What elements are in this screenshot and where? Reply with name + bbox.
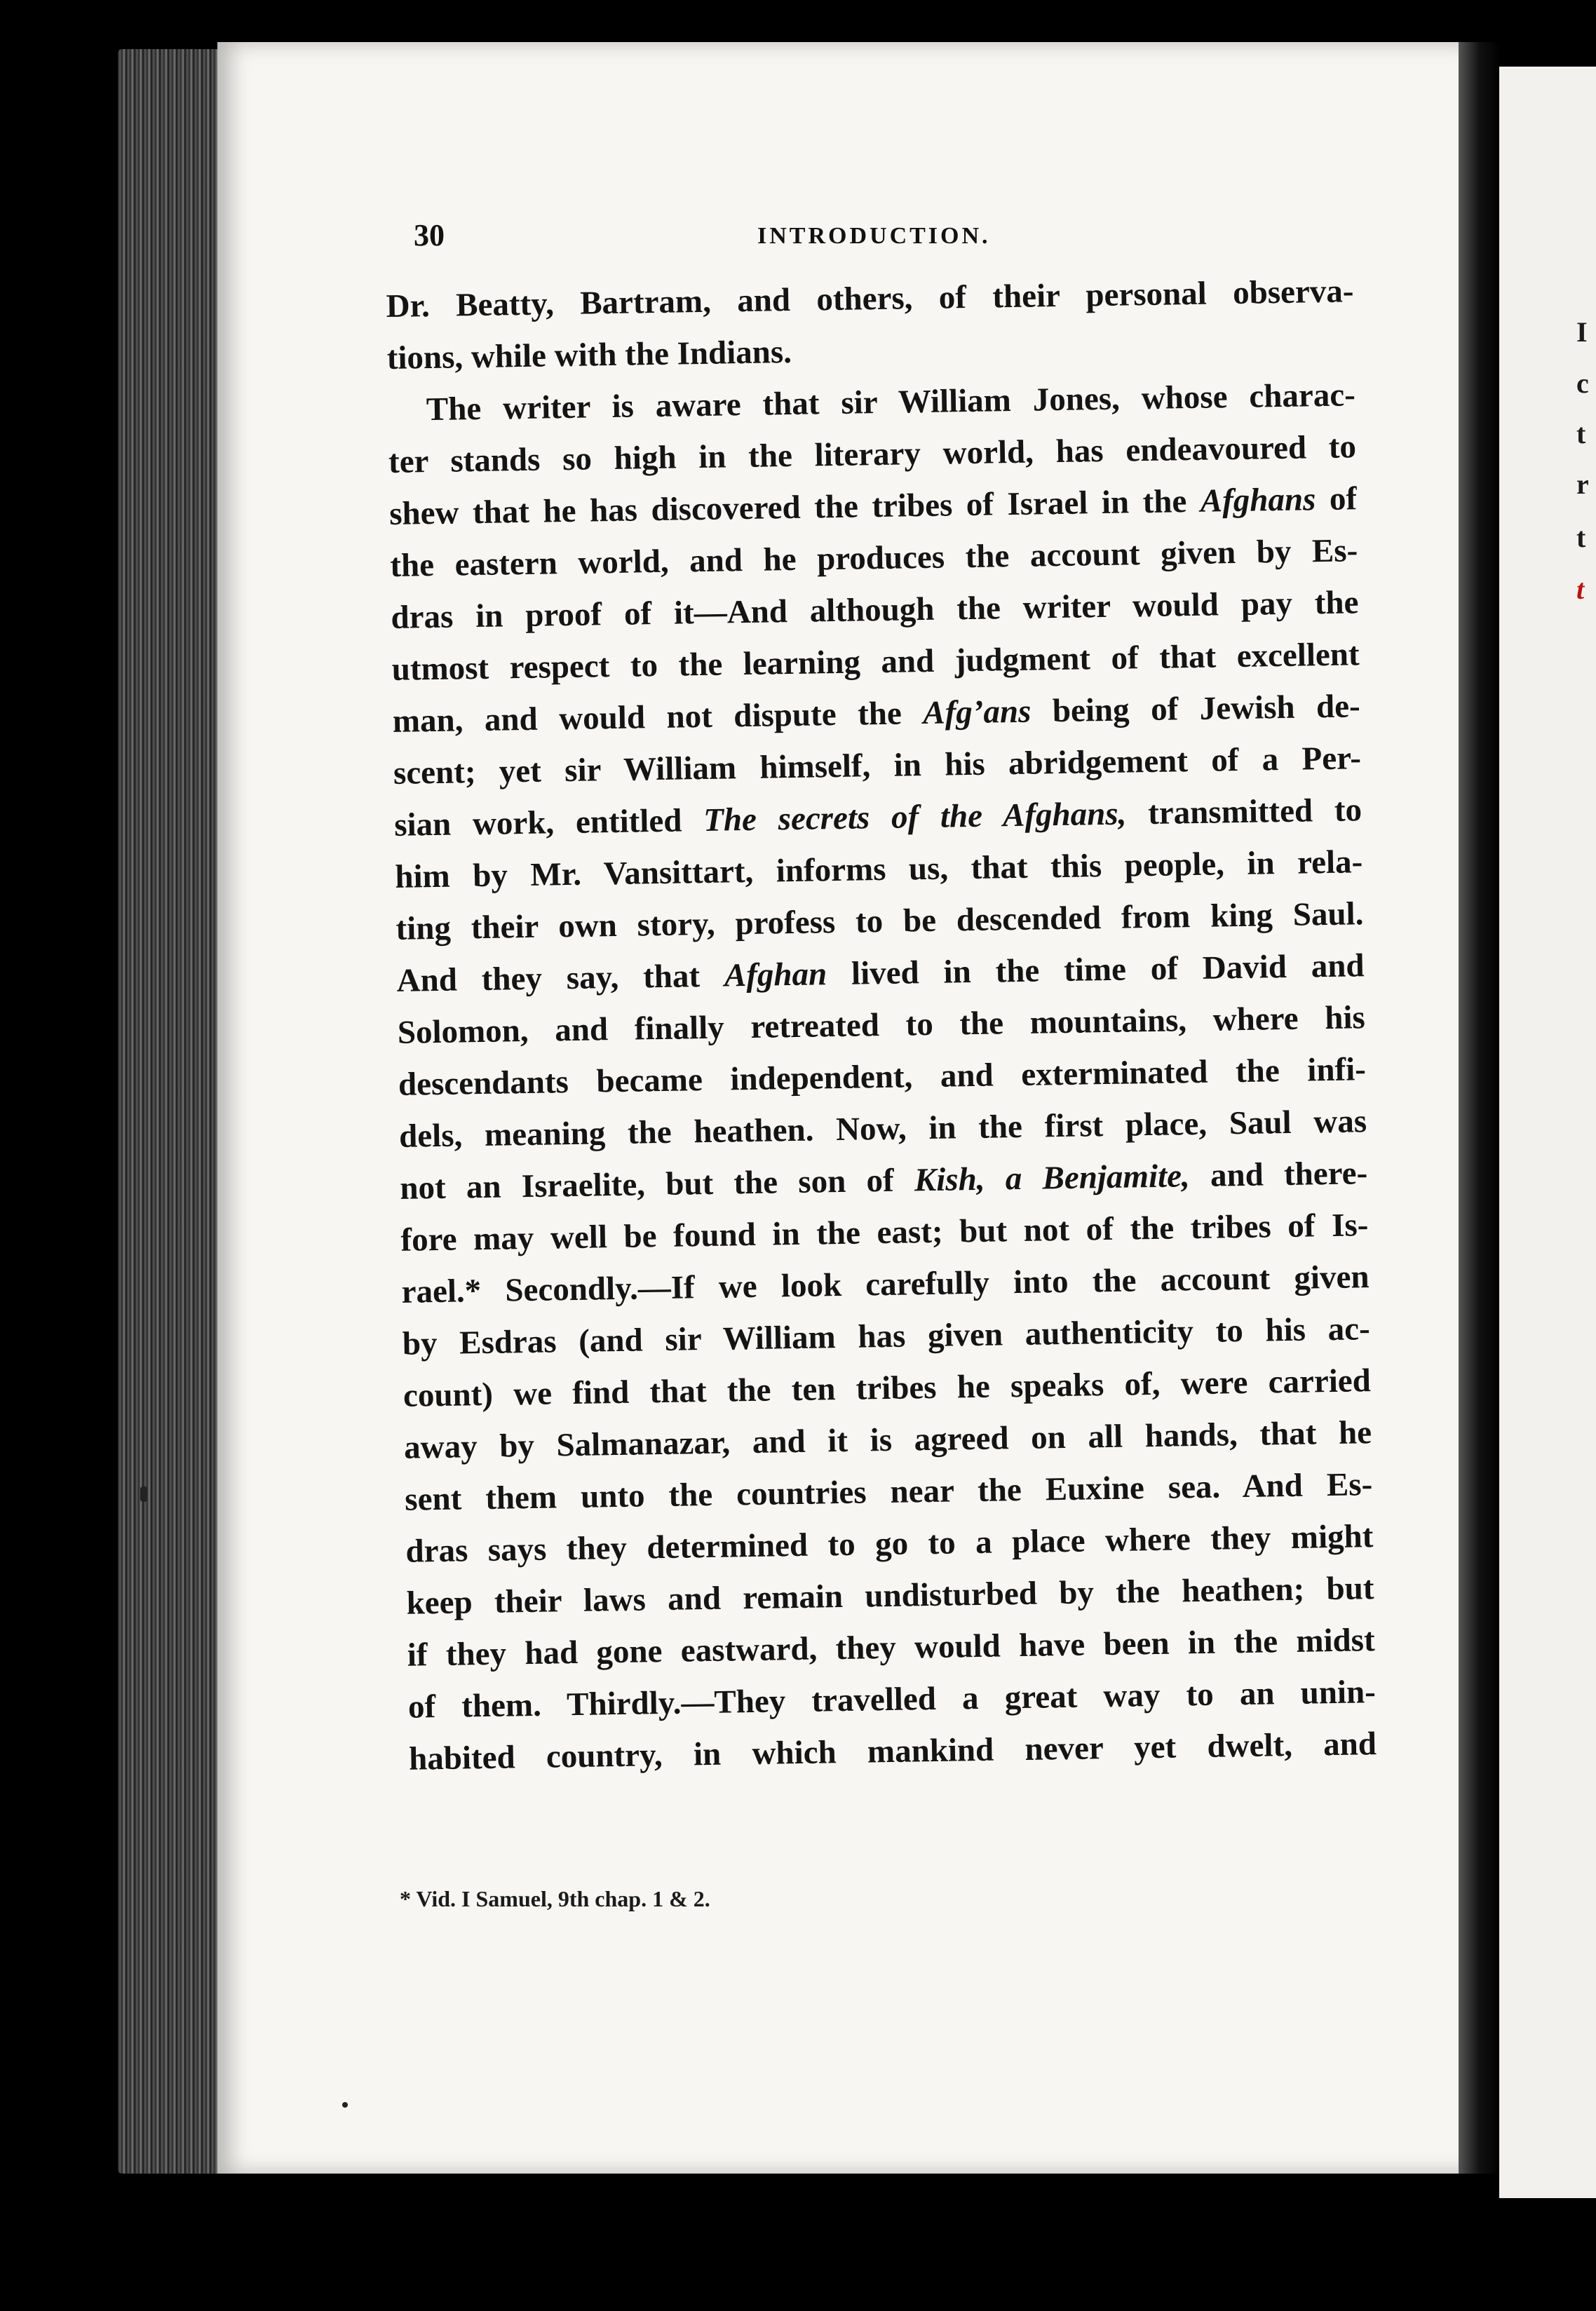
paper-speck: [342, 2102, 348, 2108]
page-stack-edges: [118, 49, 223, 2174]
facing-page-edge: [1499, 67, 1596, 2198]
text-line: him by Mr. Vansittart, informs us, that this people, in rela-: [394, 843, 1363, 895]
book-gutter: [1459, 42, 1501, 2174]
text-line: by Esdras (and sir William has given authenticity to his ac-: [402, 1310, 1371, 1362]
italic-word: Afghans: [1200, 481, 1316, 520]
text-line: utmost respect to the learning and judgment of that excellent: [391, 636, 1360, 688]
text-line: sian work, entitled The secrets of the Afghans, transmitted to: [393, 792, 1362, 843]
page-header: [414, 217, 1353, 259]
text-line: Dr. Beatty, Bartram, and others, of their personal observa-: [386, 273, 1354, 325]
text-line: dels, meaning the heathen. Now, in the first place, Saul was: [398, 1103, 1367, 1155]
text-line: the eastern world, and he produces the account given by Es-: [389, 532, 1358, 584]
facing-page-fragment: c: [1576, 367, 1589, 399]
facing-page-fragment: t: [1576, 522, 1586, 553]
text-line: descendants became independent, and exterminated the infi-: [398, 1051, 1367, 1103]
text-line: Solomon, and finally retreated to the mountains, where his: [397, 999, 1366, 1051]
text-line: The writer is aware that sir William Jones, whose charac-: [426, 377, 1356, 428]
text-line: rael.* Secondly.—If we look carefully into the account given: [401, 1259, 1370, 1310]
text-line: not an Israelite, but the son of Kish, a Benjamite, and there-: [399, 1155, 1368, 1207]
text-line: sent them unto the countries near the Euxine sea. And Es-: [404, 1466, 1373, 1518]
italic-word: Afgʼans: [922, 693, 1032, 732]
text-line: fore may well be found in the east; but not of the tribes of Is-: [400, 1207, 1369, 1259]
facing-page-fragment: I: [1576, 316, 1588, 348]
text-line: And they say, that Afghan lived in the time of David and: [396, 947, 1365, 999]
text-line: habited country, in which mankind never yet dwelt, and: [408, 1726, 1377, 1777]
text-line: of them. Thirdly.—They travelled a great way to an unin-: [407, 1674, 1377, 1726]
text-line: if they had gone eastward, they would have been in the midst: [407, 1622, 1376, 1674]
text-line: dras says they determined to go to a place where they might: [405, 1518, 1374, 1570]
body-text: [386, 265, 1377, 1784]
paper-speck: [140, 1486, 147, 1502]
facing-page-fragment: r: [1576, 468, 1589, 500]
page-number: 30: [414, 218, 445, 252]
facing-page-fragment: t: [1576, 418, 1586, 449]
text-line: man, and would not dispute the Afgʼans being of Jewish de-: [392, 688, 1361, 740]
italic-word: Afghan: [724, 956, 827, 994]
text-line: count) we find that the ten tribes he speaks of, were carried: [403, 1362, 1372, 1414]
text-line: ting their own story, profess to be descended from king Saul.: [395, 895, 1364, 947]
italic-word: Kish, a Benjamite,: [914, 1158, 1191, 1199]
text-line: ter stands so high in the literary world, has endeavoured to: [388, 428, 1357, 480]
text-line: away by Salmanazar, and it is agreed on all hands, that he: [403, 1414, 1372, 1466]
footnote: * Vid. I Samuel, 9th chap. 1 & 2.: [400, 1886, 710, 1911]
running-head: INTRODUCTION.: [757, 223, 991, 249]
text-line: scent; yet sir William himself, in his abridgement of a Per-: [393, 740, 1362, 792]
text-line: tions, while with the Indians.: [386, 333, 792, 377]
text-line: keep their laws and remain undisturbed by the heathen; but: [406, 1570, 1374, 1622]
text-line: dras in proof of it—And although the writer would pay the: [391, 584, 1359, 636]
text-line: shew that he has discovered the tribes of Israel in the Afghans of: [388, 480, 1358, 532]
italic-title: The secrets of the Afghans,: [703, 795, 1127, 839]
facing-page-fragment: t: [1576, 574, 1585, 605]
